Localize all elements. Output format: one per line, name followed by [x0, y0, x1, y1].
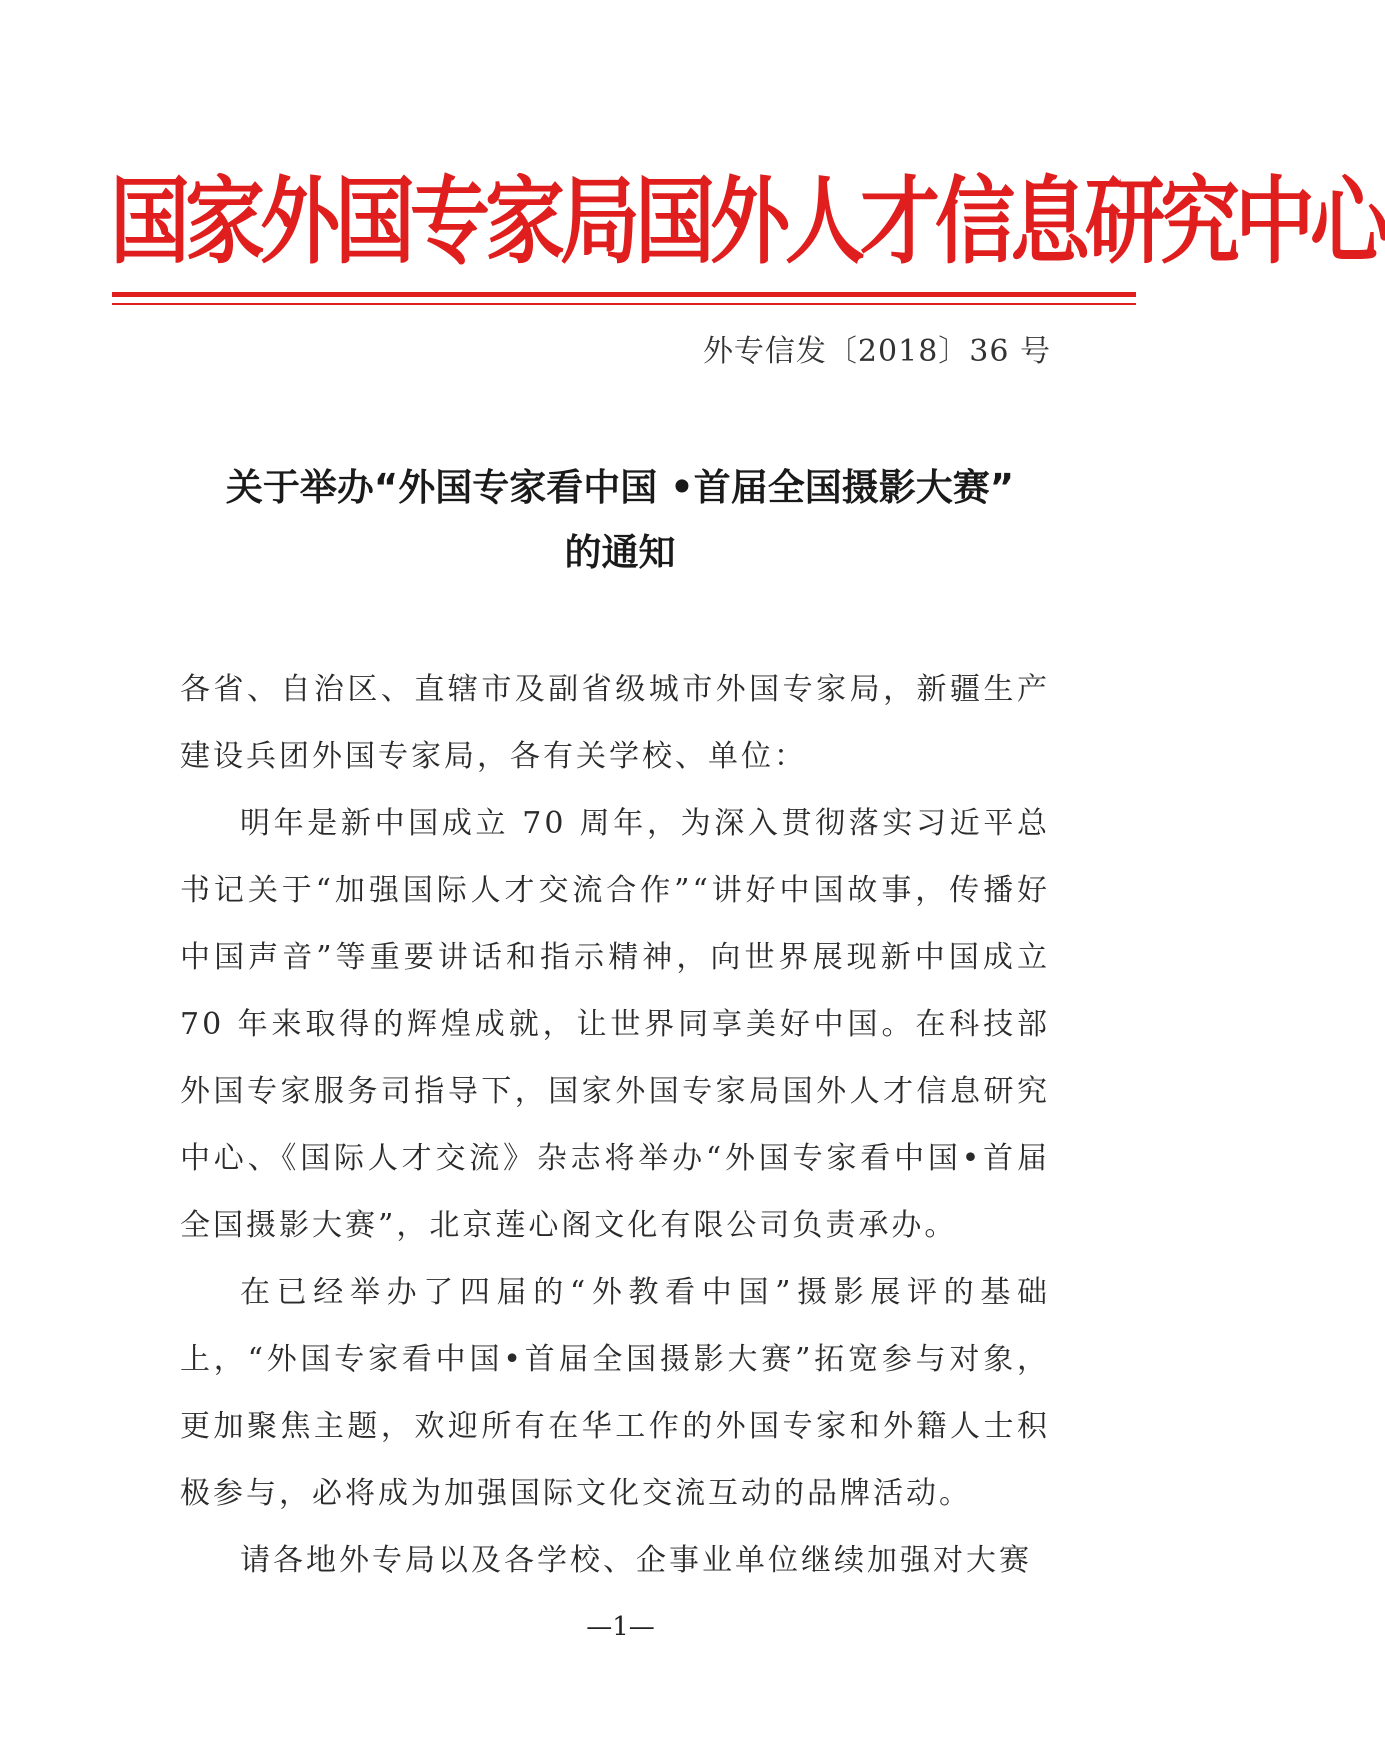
organization-header: 国家外国专家局国外人才信息研究中心 — [110, 165, 1385, 277]
document-body — [180, 656, 1050, 1594]
salutation: 各省、自治区、直辖市及副省级城市外国专家局，新疆生产建设兵团外国专家局，各有关学校、单位： — [180, 672, 1050, 774]
document-title — [150, 455, 1090, 585]
body-paragraph-3: 请各地外专局以及各学校、企事业单位继续加强对大赛 — [240, 1543, 1032, 1578]
header-red-rule-thick — [112, 292, 1136, 297]
body-paragraph-1: 明年是新中国成立 70 周年，为深入贯彻落实习近平总书记关于“加强国际人才交流合作”“讲好中国故事，传播好中国声音”等重要讲话和指示精神，向世界展现新中国成立 70 年来取得的辉煌成就，让世界同享美好中国。在科技部外国专家服务司指导下，国家外国专家局国外人才信息研究中心、《国际人才交流》杂志将举办“外国专家看中国•首届全国摄影大赛”，北京莲心阁文化有限公司负责承办。 — [180, 806, 1050, 1243]
header-red-rule-thin — [112, 303, 1136, 305]
document-number: 外专信发〔2018〕36 号 — [702, 334, 1051, 369]
page-number: —1— — [586, 1612, 655, 1642]
body-paragraph-2: 在已经举办了四届的“外教看中国”摄影展评的基础上，“外国专家看中国•首届全国摄影大赛”拓宽参与对象，更加聚焦主题，欢迎所有在华工作的外国专家和外籍人士积极参与，必将成为加强国际文化交流互动的品牌活动。 — [180, 1275, 1050, 1511]
title-line-1: 关于举办“外国专家看中国 •首届全国摄影大赛” — [225, 466, 1015, 509]
title-line-2: 的通知 — [564, 531, 676, 574]
